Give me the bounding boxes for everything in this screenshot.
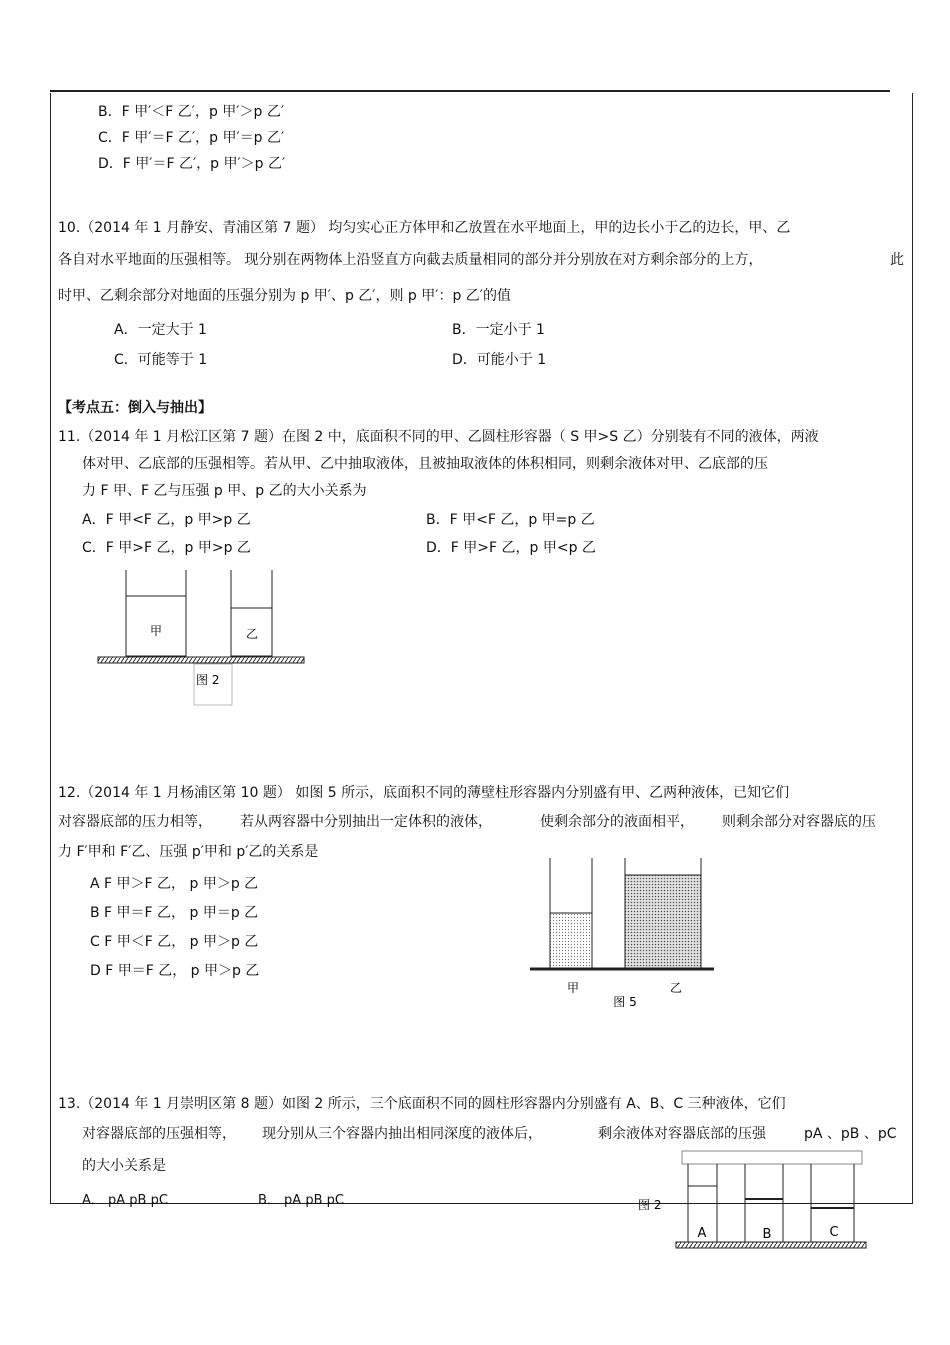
label-jia: 甲 [149,624,163,638]
q12-stem-line1: 12.（2014 年 1 月杨浦区第 10 题） 如图 5 所示，底面积不同的薄壁柱形容器内分别盛有甲、乙两种液体，已知它们 [58,785,790,801]
q13-option-a: A． pA pB pC [82,1193,168,1208]
q12-figure [528,856,718,1012]
q11-option-a: A．F 甲<F 乙，p 甲>p 乙 [82,512,251,528]
ground [676,1242,866,1248]
q12-option-d: D F 甲＝F 乙， p 甲＞p 乙 [90,963,260,979]
q13-stem-line3: 的大小关系是 [82,1158,166,1174]
q12-stem-line2a: 对容器底部的压力相等， [58,814,212,830]
q10-option-b: B．一定小于 1 [452,322,545,338]
q10-stem-line2: 各自对水平地面的压强相等。 现分别在两物体上沿竖直方向截去质量相同的部分并分别放在对方剩余部分的上方， [58,252,763,268]
container-jia [126,570,186,656]
section-heading-5: 【考点五：倒入与抽出】 [58,400,212,416]
label-yi: 乙 [245,627,259,641]
liquid-yi [625,875,701,968]
container-yi [231,570,272,656]
q13-stem-line1: 13.（2014 年 1 月崇明区第 8 题）如图 2 所示，三个底面积不同的圆柱形容器内分别盛有 A、B、C 三种液体，它们 [58,1096,786,1112]
label-c: C [829,1225,839,1240]
q9-option-b: B．F 甲′＜F 乙′，p 甲′＞p 乙′ [98,104,284,120]
label-jia: 甲 [566,981,580,995]
q9-option-c: C．F 甲′＝F 乙′，p 甲′＝p 乙′ [98,130,285,146]
q13-stem-line2a: 对容器底部的压强相等， [82,1126,236,1142]
label-a: A [697,1226,707,1241]
q9-option-d: D．F 甲′＝F 乙′，p 甲′＞p 乙′ [98,156,286,172]
q11-stem-line3: 力 F 甲、F 乙与压强 p 甲、p 乙的大小关系为 [82,483,367,499]
q11-option-d: D．F 甲>F 乙，p 甲<p 乙 [426,540,596,556]
q12-option-c: C F 甲＜F 乙， p 甲＞p 乙 [90,934,259,950]
label-yi: 乙 [669,981,683,995]
container-yi [625,858,701,968]
q12-stem-line3: 力 F′甲和 F′乙、压强 p′甲和 p′乙的关系是 [58,844,319,860]
q12-stem-line2d: 则剩余部分对容器底的压 [722,814,876,830]
liquid-jia [550,913,592,968]
q10-stem-line1: 10.（2014 年 1 月静安、青浦区第 7 题） 均匀实心正方体甲和乙放置在水平地面上，甲的边长小于乙的边长，甲、乙 [58,220,791,236]
q11-option-c: C．F 甲>F 乙，p 甲>p 乙 [82,540,251,556]
label-b: B [762,1227,772,1242]
q12-option-b: B F 甲＝F 乙， p 甲＝p 乙 [90,905,259,921]
q11-figure [96,568,308,708]
q13-stem-line2b: 现分别从三个容器内抽出相同深度的液体后， [262,1126,542,1142]
top-lid [682,1151,862,1164]
figure-caption: 图 2 [196,673,220,687]
q10-option-d: D．可能小于 1 [452,352,547,368]
q10-option-a: A．一定大于 1 [114,322,207,338]
page-top-rule [50,90,890,92]
figure-caption: 图 5 [613,995,637,1009]
q10-option-c: C．可能等于 1 [114,352,208,368]
q12-stem-line2c: 使剩余部分的液面相平， [540,814,694,830]
figure-caption: 图 2 [638,1198,662,1212]
q10-stem-line2-end: 此 [890,252,904,268]
q11-option-b: B．F 甲<F 乙，p 甲=p 乙 [426,512,595,528]
q13-stem-line2d: pA 、pB 、pC [804,1126,897,1142]
q11-stem-line1: 11.（2014 年 1 月松江区第 7 题）在图 2 中，底面积不同的甲、乙圆柱形容器（ S 甲>S 乙）分别装有不同的液体，两液 [58,429,819,445]
q12-stem-line2b: 若从两容器中分别抽出一定体积的液体， [240,814,492,830]
q13-figure [636,1148,870,1252]
container-jia [550,858,592,968]
ground [98,657,304,663]
q13-option-b: B． pA pB pC [258,1193,344,1208]
q11-stem-line2: 体对甲、乙底部的压强相等。若从甲、乙中抽取液体，且被抽取液体的体积相同，则剩余液体对甲、乙底部的压 [82,456,768,472]
q10-stem-line3: 时甲、乙剩余部分对地面的压强分别为 p 甲′、p 乙′，则 p 甲′：p 乙′的值 [58,288,511,304]
q12-option-a: A F 甲＞F 乙， p 甲＞p 乙 [90,876,259,892]
q13-stem-line2c: 剩余液体对容器底部的压强 [598,1126,766,1142]
